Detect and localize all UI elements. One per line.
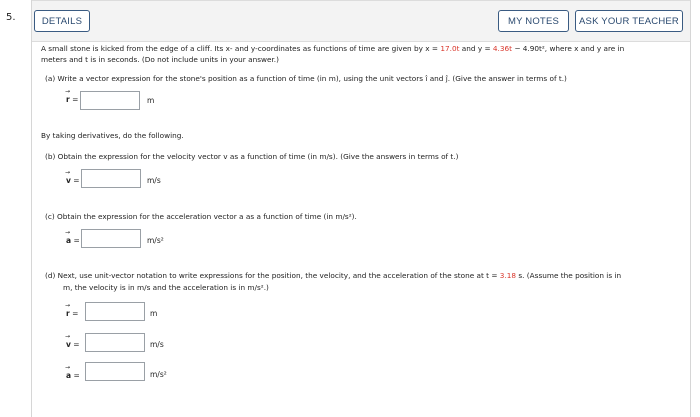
unit-ms2-c: m/s²: [147, 236, 164, 245]
position-answer-input-d[interactable]: [85, 302, 145, 321]
question-number: 5.: [6, 12, 16, 23]
intro-text-mid: and y =: [459, 44, 493, 53]
v-label-d: → v =: [66, 340, 80, 349]
intro-text-post: − 4.90t², where x and y are in: [512, 44, 625, 53]
derivatives-intro: By taking derivatives, do the following.: [41, 131, 184, 140]
y-coefficient: 4.36t: [492, 44, 513, 53]
intro-text-pre: A small stone is kicked from the edge of a cliff. Its x- and y-coordinates as functions of time are given by x =: [41, 44, 441, 53]
part-d-text-post: s. (Assume the position is in: [516, 271, 622, 280]
ask-teacher-button[interactable]: ASK YOUR TEACHER: [575, 10, 683, 32]
intro-line-1: [41, 44, 624, 53]
r-label-a: → r =: [66, 95, 78, 104]
acceleration-answer-input-d[interactable]: [85, 362, 145, 381]
unit-ms-b: m/s: [147, 176, 161, 185]
part-a-prompt: (a) Write a vector expression for the stone's position as a function of time (in m), using the unit vectors î and ĵ. (Give the answer in terms of t.): [45, 74, 567, 83]
my-notes-button[interactable]: MY NOTES: [498, 10, 569, 32]
part-d-line-1: [45, 271, 621, 280]
unit-ms2-d: m/s²: [150, 370, 167, 379]
part-b-prompt: (b) Obtain the expression for the velocity vector v as a function of time (in m/s). (Give the answers in terms of t.): [45, 152, 459, 161]
velocity-answer-input-d[interactable]: [85, 333, 145, 352]
intro-line-2: meters and t is in seconds. (Do not include units in your answer.): [41, 55, 279, 64]
question-header: [32, 0, 690, 42]
r-label-d: → r =: [66, 309, 78, 318]
part-c-prompt: (c) Obtain the expression for the acceleration vector a as a function of time (in m/s²).: [45, 212, 357, 221]
question-card: [31, 0, 691, 417]
unit-m-a: m: [147, 96, 155, 105]
v-label-b: → v =: [66, 176, 80, 185]
a-label-d: → a =: [66, 371, 80, 380]
part-d-text-pre: (d) Next, use unit-vector notation to write expressions for the position, the velocity, and the acceleration of the stone at t =: [45, 271, 500, 280]
acceleration-answer-input-c[interactable]: [81, 229, 141, 248]
unit-ms-d: m/s: [150, 340, 164, 349]
details-button[interactable]: DETAILS: [34, 10, 90, 32]
unit-m-d: m: [150, 309, 158, 318]
a-label-c: → a =: [66, 236, 80, 245]
velocity-answer-input-b[interactable]: [81, 169, 141, 188]
part-d-line-2: m, the velocity is in m/s and the acceleration is in m/s².): [63, 283, 269, 292]
position-answer-input-a[interactable]: [80, 91, 140, 110]
x-coefficient: 17.0t: [440, 44, 460, 53]
t-value: 3.18: [499, 271, 517, 280]
